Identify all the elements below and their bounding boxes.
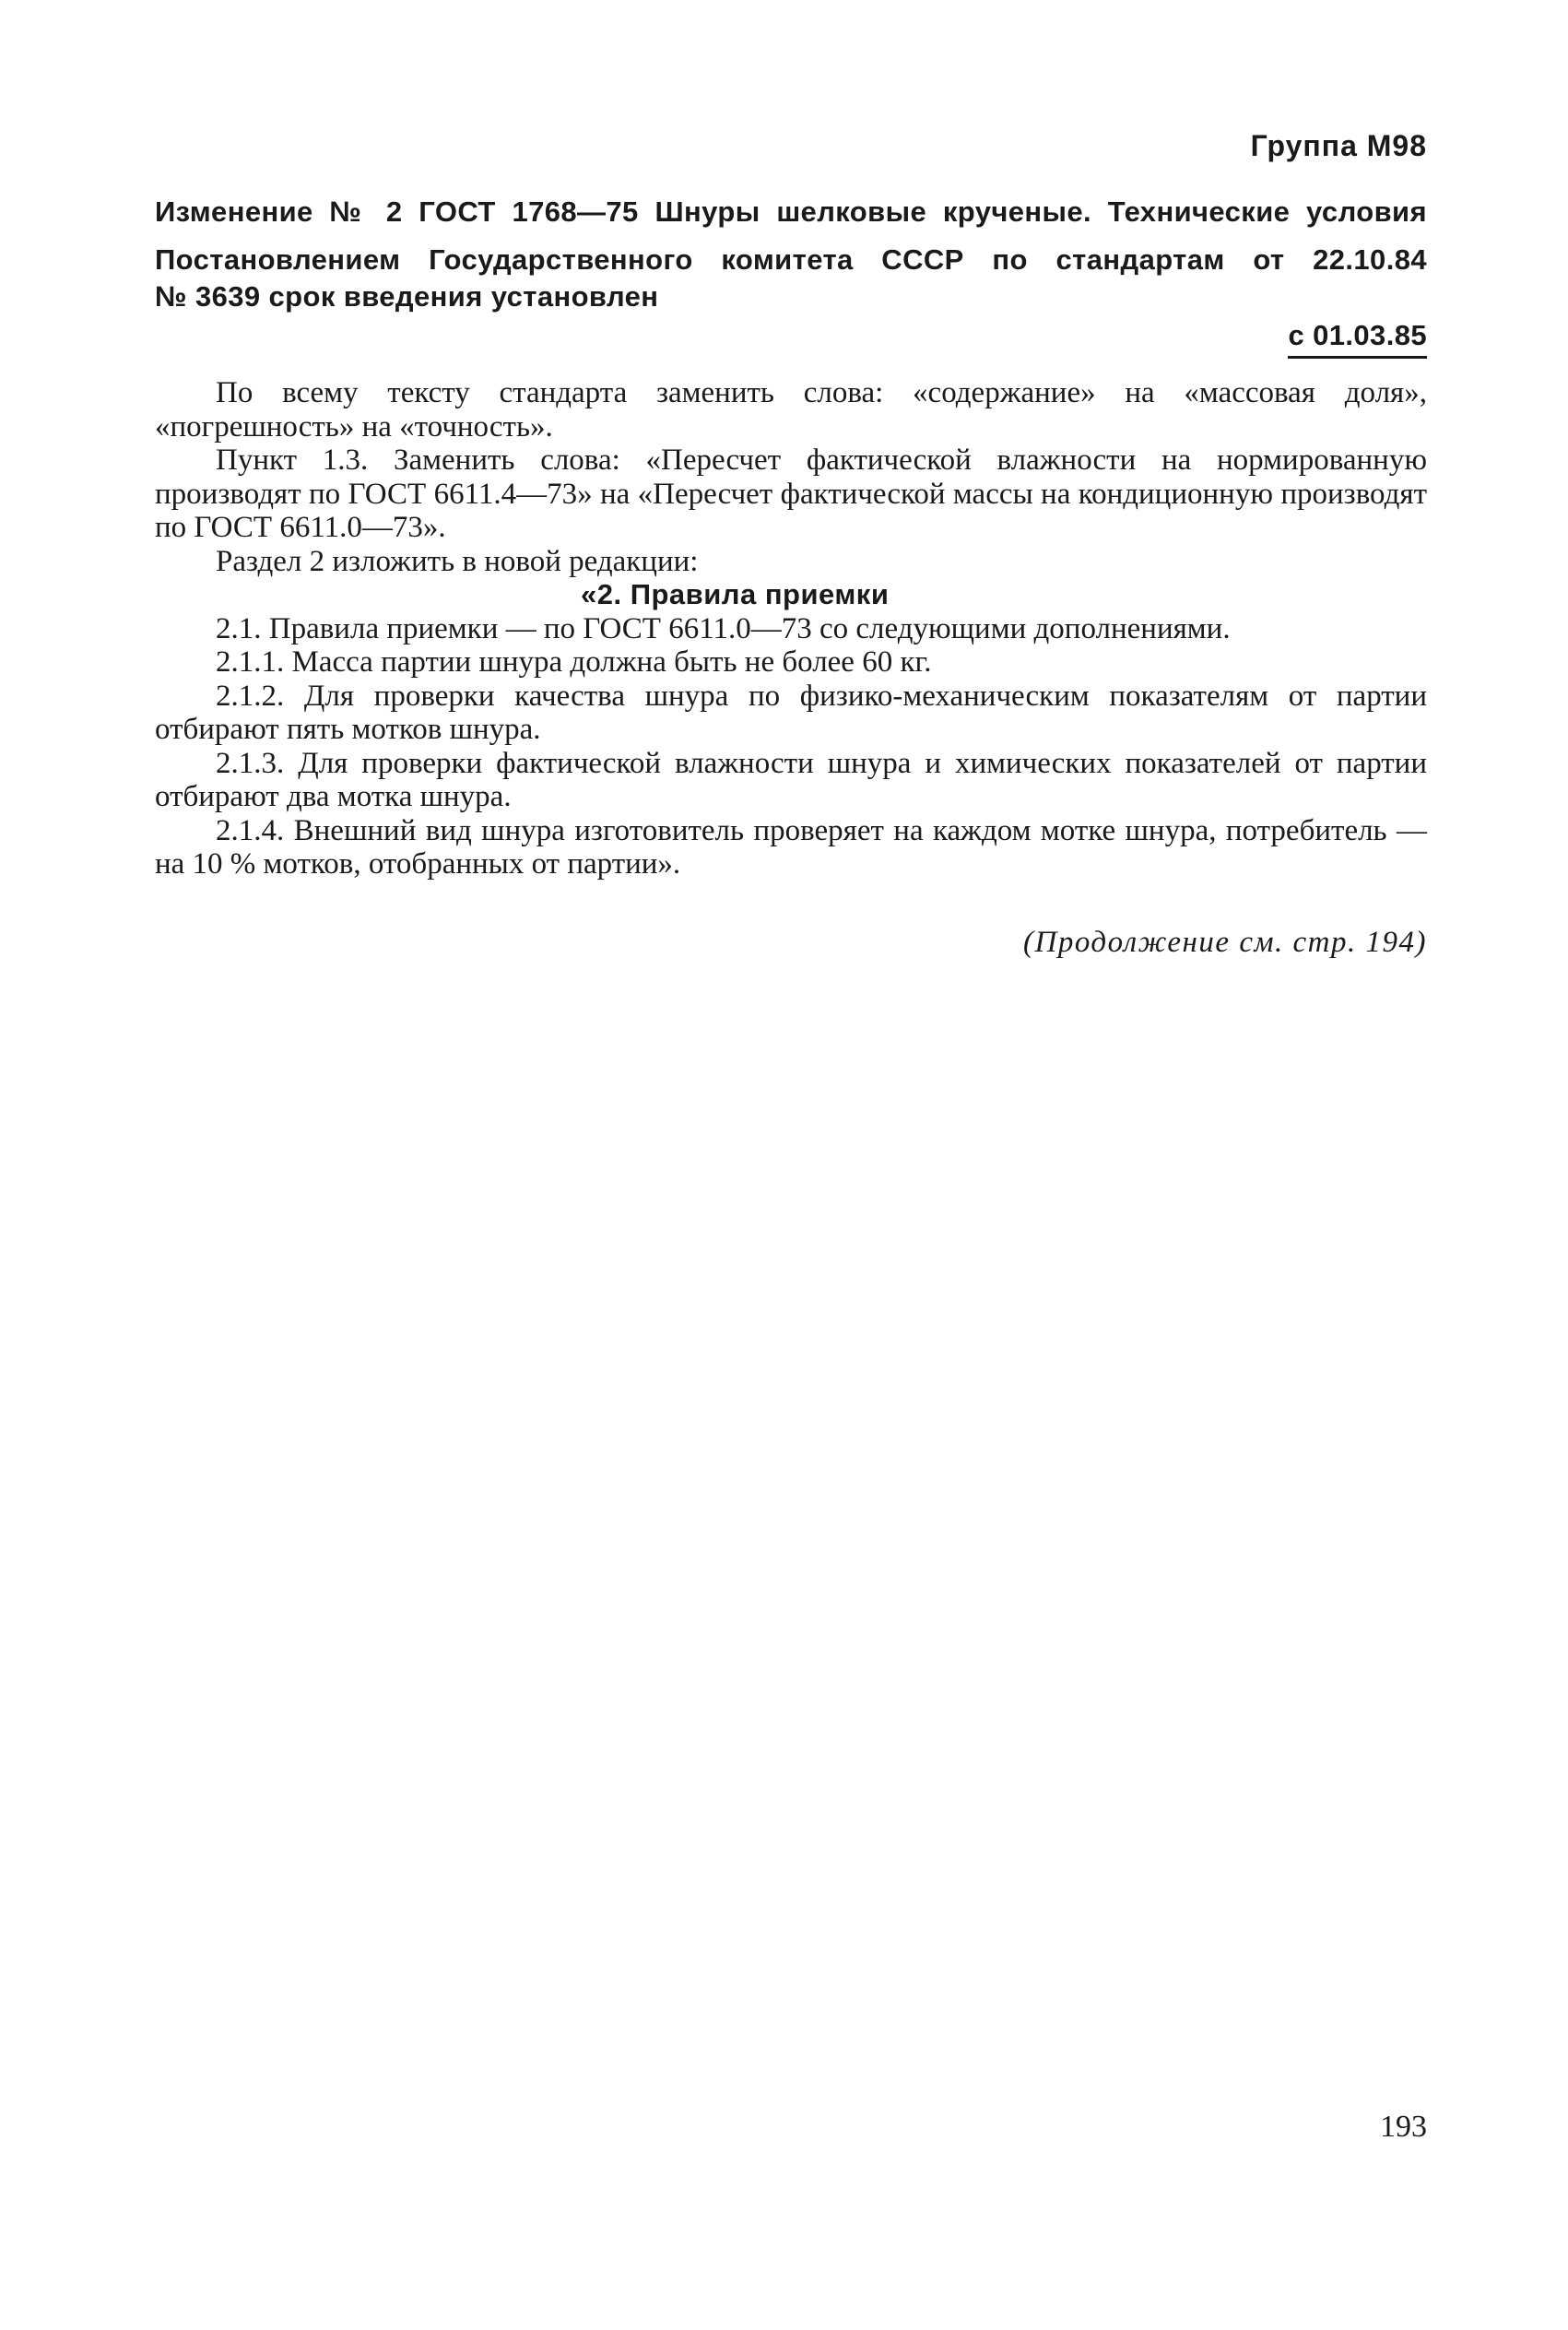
amendment-title: Изменение № 2 ГОСТ 1768—75 Шнуры шелковые крученые. Технические условия	[155, 195, 1427, 228]
decree-line-2: № 3639 срок введения установлен	[155, 280, 659, 313]
paragraph-terms: По всему тексту стандарта заменить слова: «содержание» на «массовая доля», «погрешность» на «точность».	[155, 376, 1427, 444]
paragraph-2-1-2: 2.1.2. Для проверки качества шнура по физико-механическим показателям от партии отбирают пять мотков шнура.	[155, 679, 1427, 746]
group-code: Группа М98	[1250, 129, 1427, 162]
paragraph-section-2-intro: Раздел 2 изложить в новой редакции:	[216, 544, 699, 578]
document-body	[155, 376, 1427, 881]
decree-block	[155, 242, 1427, 315]
paragraph-2-1-4: 2.1.4. Внешний вид шнура изготовитель проверяет на каждом мотке шнура, потребитель — на 10 % мотков, отобранных от партии».	[155, 813, 1427, 881]
paragraph-2-1-1: 2.1.1. Масса партии шнура должна быть не более 60 кг.	[216, 645, 932, 679]
paragraph-2-1-3: 2.1.3. Для проверки фактической влажности шнура и химических показателей от партии отбирают два мотка шнура.	[155, 746, 1427, 813]
document-page	[155, 0, 1427, 2330]
paragraph-clause-1-3: Пункт 1.3. Заменить слова: «Пересчет фактической влажности на нормированную производят по ГОСТ 6611.4—73» на «Пересчет фактической массы на кондиционную производят по ГОСТ 6611.0—73».	[155, 444, 1427, 544]
section-heading: «2. Правила приемки	[581, 578, 890, 610]
page-number: 193	[1380, 2110, 1427, 2144]
continuation-note: (Продолжение см. стр. 194)	[1023, 926, 1427, 959]
paragraph-2-1: 2.1. Правила приемки — по ГОСТ 6611.0—73 со следующими дополнениями.	[216, 611, 1231, 645]
effective-date: с 01.03.85	[1288, 317, 1427, 359]
decree-line-1: Постановлением Государственного комитета СССР по стандартам от 22.10.84	[155, 243, 1427, 276]
